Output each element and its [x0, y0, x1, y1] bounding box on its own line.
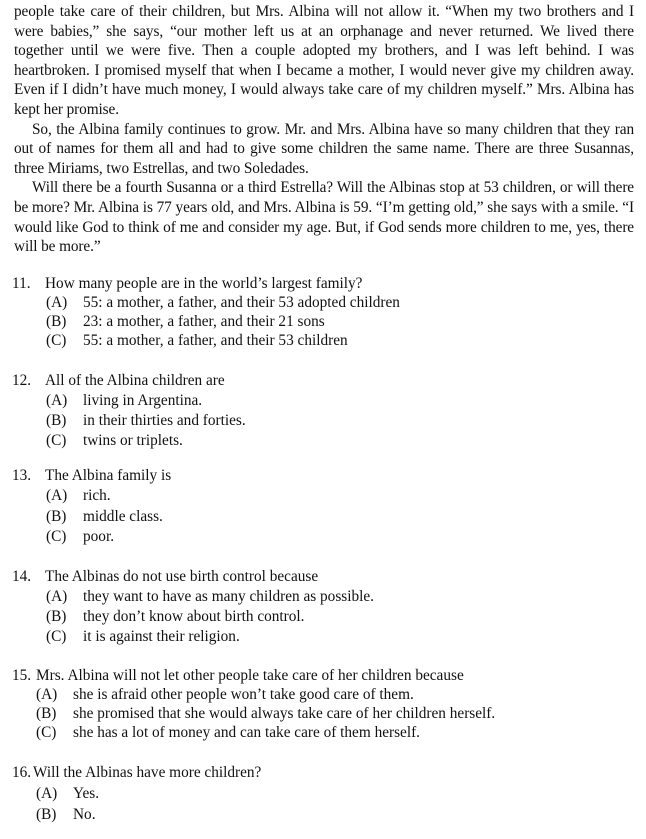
option-text: she is afraid other people won’t take good care of them.: [73, 686, 414, 703]
option-label: (B): [46, 412, 67, 429]
option-label: (B): [46, 608, 67, 625]
option-label: (A): [46, 294, 68, 311]
option-label: (C): [46, 432, 67, 449]
question-number: 11.: [12, 275, 31, 292]
option-text: 55: a mother, a father, and their 53 children: [83, 332, 348, 349]
option-label: (B): [46, 508, 67, 525]
passage-paragraph: people take care of their children, but Mrs. Albina will not allow it. “When my two brothers and I were babies,” she says, “our mother left us at an orphanage and never returned. We lived there together until we were five. Then a couple adopted my brothers, and I was left behind. I was heartbroken. I promised myself that when I became a mother, I would never give my children away. Even if I didn’t have much money, I would always take care of my children myself.” Mrs. Albina has kept her promise.: [14, 3, 634, 118]
answer-option[interactable]: [46, 412, 246, 431]
option-label: (B): [36, 705, 57, 722]
answer-option[interactable]: [46, 608, 305, 627]
question-number: 14.: [12, 568, 32, 585]
option-label: (A): [36, 686, 58, 703]
answer-option[interactable]: [46, 294, 400, 313]
option-text: 23: a mother, a father, and their 21 sons: [83, 313, 325, 330]
answer-option[interactable]: [46, 313, 325, 332]
answer-option[interactable]: [46, 487, 111, 506]
answer-option[interactable]: [46, 332, 348, 351]
option-text: she has a lot of money and can take care of them herself.: [73, 724, 421, 741]
option-label: (A): [46, 487, 68, 504]
answer-option[interactable]: [46, 528, 114, 547]
answer-option[interactable]: [36, 705, 495, 724]
answer-option[interactable]: [36, 724, 420, 743]
answer-option[interactable]: [46, 628, 240, 647]
answer-option[interactable]: [46, 588, 374, 607]
option-text: twins or triplets.: [83, 432, 183, 449]
option-label: (B): [46, 313, 67, 330]
answer-option[interactable]: [36, 806, 96, 825]
option-text: rich.: [83, 487, 111, 504]
option-label: (B): [36, 806, 57, 823]
question-stem: The Albina family is: [45, 467, 172, 484]
option-text: No.: [73, 806, 96, 823]
option-text: living in Argentina.: [83, 392, 203, 409]
option-label: (A): [46, 588, 68, 605]
question-number: 15.: [12, 667, 32, 684]
answer-option[interactable]: [46, 392, 202, 411]
answer-option[interactable]: [36, 785, 99, 804]
passage-paragraph: So, the Albina family continues to grow. Mr. and Mrs. Albina have so many children that they ran out of names for them all and had to give some children the same name. There are three Susannas, three Miriams, two Estrellas, and two Soledades.: [14, 120, 634, 177]
question-stem: Will the Albinas have more children?: [33, 764, 262, 781]
question-number: 12.: [12, 372, 32, 389]
option-label: (A): [46, 392, 68, 409]
option-text: they want to have as many children as possible.: [83, 588, 374, 605]
option-text: she promised that she would always take care of her children herself.: [73, 705, 496, 722]
option-text: it is against their religion.: [83, 628, 240, 645]
question-stem: The Albinas do not use birth control because: [45, 568, 319, 585]
answer-option[interactable]: [46, 508, 163, 527]
answer-option[interactable]: [46, 432, 183, 451]
option-text: 55: a mother, a father, and their 53 adopted children: [83, 294, 400, 311]
answer-option[interactable]: [36, 686, 414, 705]
option-label: (C): [46, 628, 67, 645]
option-label: (C): [46, 332, 67, 349]
option-label: (C): [46, 528, 67, 545]
question-stem: How many people are in the world’s largest family?: [45, 275, 363, 292]
reading-passage: [14, 2, 634, 257]
option-text: they don’t know about birth control.: [83, 608, 305, 625]
option-text: in their thirties and forties.: [83, 412, 246, 429]
passage-paragraph: Will there be a fourth Susanna or a third Estrella? Will the Albinas stop at 53 children, or will there be more? Mr. Albina is 77 years old, and Mrs. Albina is 59. “I’m getting old,” she says with a smile. “I would like God to think of me and consider my age. But, if God sends more children to me, yes, there will be more.”: [14, 179, 634, 256]
question-stem: All of the Albina children are: [45, 372, 225, 389]
option-text: poor.: [83, 528, 115, 545]
question-stem: Mrs. Albina will not let other people take care of her children because: [36, 667, 464, 684]
option-label: (C): [36, 724, 57, 741]
option-label: (A): [36, 785, 58, 802]
option-text: Yes.: [73, 785, 100, 802]
question-number: 13.: [12, 467, 32, 484]
option-text: middle class.: [83, 508, 163, 525]
question-number: 16.: [12, 764, 32, 781]
